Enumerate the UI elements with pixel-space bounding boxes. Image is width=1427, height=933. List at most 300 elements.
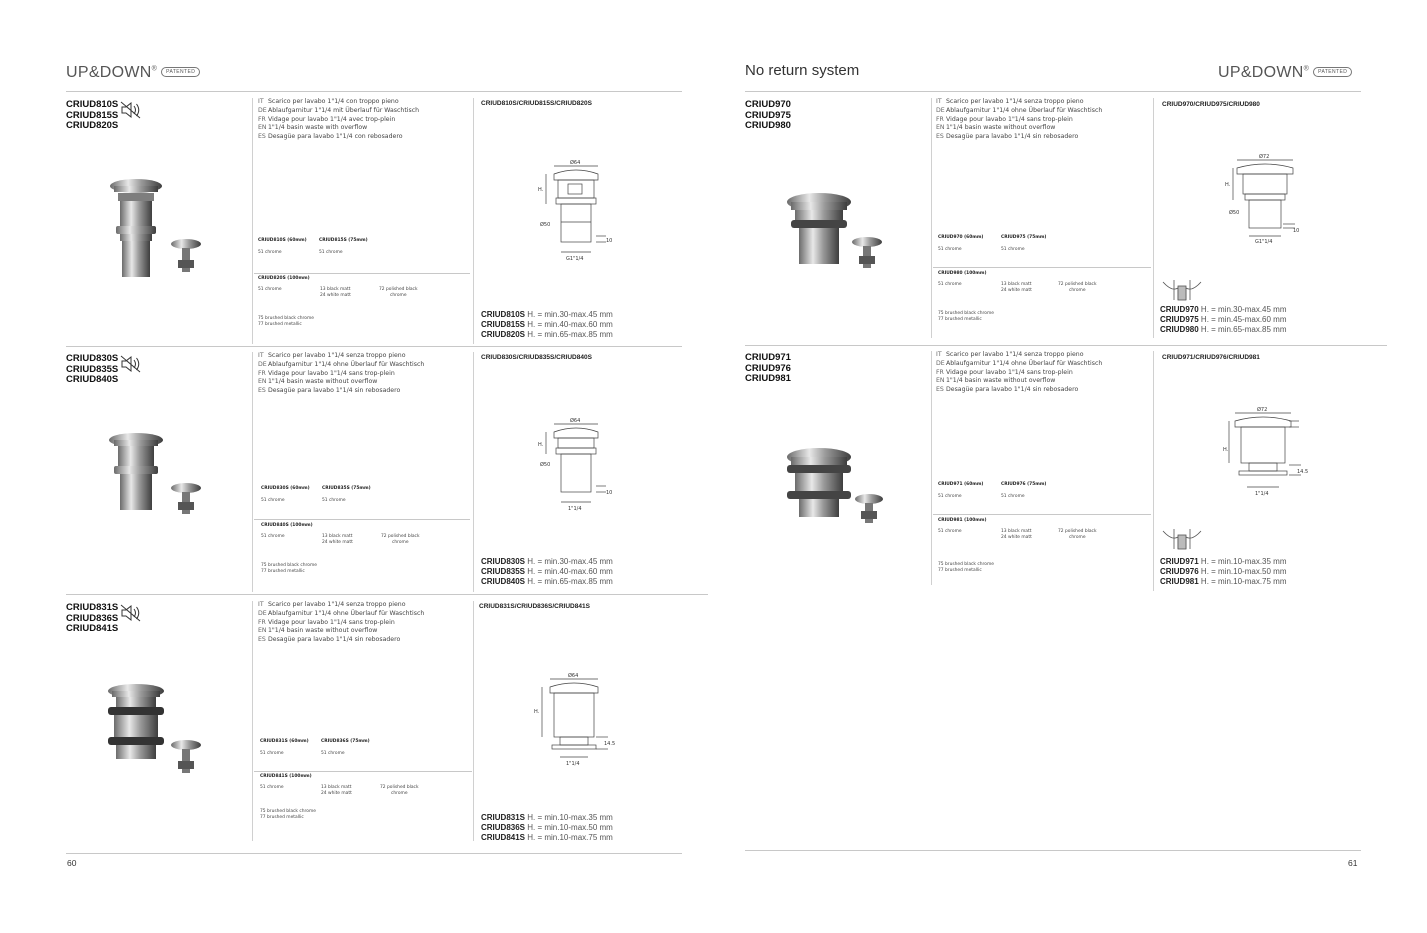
section-rule xyxy=(66,594,708,595)
finish-value: chrome xyxy=(390,791,408,796)
column-divider xyxy=(931,351,932,585)
finish-block-a xyxy=(261,486,310,504)
finish-block-b xyxy=(321,739,370,757)
height-range: H. = min.10-max.50 mm xyxy=(527,823,613,833)
page-number: 60 xyxy=(67,858,77,868)
height-range: H. = min.30-max.45 mm xyxy=(527,557,613,566)
product-photo xyxy=(104,683,201,782)
finish-block-c xyxy=(938,271,1148,331)
finish-rule xyxy=(933,514,1151,515)
height-range: H. = min.10-max.50 mm xyxy=(1200,567,1287,577)
finish-value: 77 brushed metallic xyxy=(938,568,982,573)
column-divider xyxy=(473,98,474,344)
finish-block-a xyxy=(260,739,309,757)
description-text: Desagüe para lavabo 1"1/4 con rebosadero xyxy=(268,133,403,141)
column-divider xyxy=(1153,351,1154,591)
lang-code: EN xyxy=(936,124,945,132)
product-photo xyxy=(785,447,883,531)
registered-mark: ® xyxy=(1303,65,1310,73)
dim-label: H. xyxy=(534,709,540,715)
product-section-970 xyxy=(745,98,1385,344)
description-line xyxy=(936,98,1146,107)
description-text: Ablaufgarnitur 1"1/4 ohne Überlauf für Waschtisch xyxy=(946,359,1103,367)
height-row xyxy=(481,567,613,577)
finish-value: 51 chrome xyxy=(938,494,962,499)
finish-value: 51 chrome xyxy=(260,751,284,756)
column-divider xyxy=(252,98,253,344)
finish-title: CRIUD835S (75mm) xyxy=(322,486,371,491)
product-photo xyxy=(785,192,883,276)
product-codes xyxy=(745,100,791,132)
finish-value: 75 brushed black chrome xyxy=(261,563,317,568)
product-code: CRIUD841S xyxy=(66,623,119,634)
finish-value: 13 black matt xyxy=(1001,282,1032,287)
finish-value: 51 chrome xyxy=(261,498,285,503)
finish-rule xyxy=(254,519,470,520)
height-range: H. = min.40-max.60 mm xyxy=(527,320,613,330)
height-code: CRIUD976 xyxy=(1160,567,1199,577)
technical-drawing xyxy=(536,418,616,522)
product-code: CRIUD835S xyxy=(66,363,119,375)
finish-value: chrome xyxy=(1068,535,1086,540)
column-divider xyxy=(252,352,253,592)
dim-label: Ø64 xyxy=(570,160,581,166)
footer-rule xyxy=(745,850,1361,851)
description-line xyxy=(258,116,468,125)
description-line xyxy=(258,361,468,370)
column-divider xyxy=(1153,98,1154,338)
product-code: CRIUD970 xyxy=(745,99,791,110)
description-text: Desagüe para lavabo 1"1/4 sin rebosadero xyxy=(268,636,401,644)
description-list xyxy=(936,351,1146,395)
description-line xyxy=(258,601,468,610)
registered-mark: ® xyxy=(151,65,158,73)
column-divider xyxy=(252,601,253,841)
height-range: H. = min.65-max.85 mm xyxy=(527,577,613,587)
product-section-971 xyxy=(745,351,1385,597)
height-range: H. = min.10-max.35 mm xyxy=(1200,557,1287,566)
patented-badge: PATENTED xyxy=(1313,67,1352,77)
finish-value: 24 white matt xyxy=(1001,535,1032,540)
description-text: Ablaufgarnitur 1"1/4 ohne Überlauf für Waschtisch xyxy=(268,609,425,617)
dim-label: 10 xyxy=(606,238,613,244)
finish-value: 13 black matt xyxy=(321,785,352,790)
finish-title: CRIUD976 (75mm) xyxy=(1001,482,1047,487)
finish-block-b xyxy=(319,238,368,256)
height-code: CRIUD830S xyxy=(481,557,526,566)
install-diagram-icon xyxy=(1162,527,1202,555)
description-text: 1"1/4 basin waste with overflow xyxy=(268,124,368,132)
description-line xyxy=(936,369,1146,378)
drawing-title: CRIUD970/CRIUD975/CRIUD980 xyxy=(1162,101,1260,108)
dim-label: Ø64 xyxy=(568,673,579,679)
column-divider xyxy=(473,352,474,592)
description-text: Vidage pour lavabo 1"1/4 avec trop-plein xyxy=(268,115,396,123)
finish-value: 51 chrome xyxy=(1001,247,1025,252)
finish-rule xyxy=(933,267,1151,268)
lang-code: ES xyxy=(258,636,266,644)
dim-label: 1"1/4 xyxy=(1255,491,1269,497)
height-list xyxy=(481,557,613,588)
finish-value: 51 chrome xyxy=(938,247,962,252)
description-text: Desagüe para lavabo 1"1/4 sin rebosadero xyxy=(946,133,1079,141)
product-code: CRIUD975 xyxy=(745,109,791,121)
description-text: Vidage pour lavabo 1"1/4 sans trop-plein xyxy=(946,368,1073,376)
finish-value: chrome xyxy=(1068,288,1086,293)
finish-title: CRIUD840S (100mm) xyxy=(261,523,313,528)
description-line xyxy=(258,636,468,645)
technical-drawing xyxy=(536,160,616,274)
technical-drawing xyxy=(1225,154,1305,250)
description-text: Ablaufgarnitur 1"1/4 ohne Überlauf für Waschtisch xyxy=(268,360,425,368)
finish-value: 51 chrome xyxy=(1001,494,1025,499)
description-line xyxy=(258,370,468,379)
lang-code: FR xyxy=(936,115,944,123)
height-row xyxy=(481,813,613,823)
description-line xyxy=(936,360,1146,369)
drawing-title: CRIUD830S/CRIUD835S/CRIUD840S xyxy=(481,354,592,361)
column-divider xyxy=(473,601,474,841)
height-row xyxy=(1160,567,1287,577)
product-code: CRIUD836S xyxy=(66,612,119,624)
finish-value: 13 black matt xyxy=(320,287,351,292)
description-text: Scarico per lavabo 1"1/4 senza troppo pieno xyxy=(268,352,406,359)
dim-label: Ø72 xyxy=(1257,407,1268,413)
finish-value: 51 chrome xyxy=(938,529,962,534)
lang-code: IT xyxy=(258,601,264,608)
dim-label: H. xyxy=(538,187,544,193)
description-line xyxy=(936,116,1146,125)
finish-value: 77 brushed metallic xyxy=(261,569,305,574)
finish-title: CRIUD820S (100mm) xyxy=(258,276,310,281)
product-code: CRIUD840S xyxy=(66,374,119,385)
height-range: H. = min.65-max.85 mm xyxy=(527,330,613,340)
description-line xyxy=(936,377,1146,386)
finish-value: 72 polished black xyxy=(381,534,420,539)
finish-block-b xyxy=(1001,482,1046,500)
finish-rule xyxy=(254,771,472,772)
description-line xyxy=(258,378,468,387)
lang-code: FR xyxy=(258,115,266,123)
page-number: 61 xyxy=(1348,858,1358,868)
height-code: CRIUD980 xyxy=(1160,325,1199,335)
description-text: 1"1/4 basin waste without overflow xyxy=(268,378,378,386)
dim-label: 14.5 xyxy=(604,741,616,747)
silent-icon xyxy=(120,355,142,373)
finish-value: 72 polished black xyxy=(380,785,419,790)
right-brand-title xyxy=(1218,64,1352,82)
description-text: Ablaufgarnitur 1"1/4 mit Überlauf für Waschtisch xyxy=(268,106,420,114)
lang-code: EN xyxy=(258,627,267,635)
product-section-831 xyxy=(66,601,682,847)
header-rule xyxy=(745,91,1361,92)
height-range: H. = min.30-max.45 mm xyxy=(1200,305,1287,314)
height-list xyxy=(1160,305,1287,336)
finish-value: 24 white matt xyxy=(1001,288,1032,293)
section-rule xyxy=(66,346,682,347)
finish-value: 75 brushed black chrome xyxy=(938,311,994,316)
finish-value: 13 black matt xyxy=(322,534,353,539)
finish-value: 77 brushed metallic xyxy=(938,317,982,322)
description-list xyxy=(936,98,1146,142)
description-line xyxy=(258,107,468,116)
finish-value: chrome xyxy=(389,293,407,298)
product-code: CRIUD976 xyxy=(745,362,791,374)
description-text: 1"1/4 basin waste without overflow xyxy=(268,627,378,635)
left-brand-title xyxy=(66,64,200,82)
description-text: Desagüe para lavabo 1"1/4 sin rebosadero xyxy=(946,386,1079,394)
lang-code: DE xyxy=(936,359,945,367)
finish-title: CRIUD830S (60mm) xyxy=(261,486,310,491)
dim-label: H. xyxy=(538,442,544,448)
height-row xyxy=(1160,315,1287,325)
dim-label: G1"1/4 xyxy=(566,256,584,262)
description-line xyxy=(936,386,1146,395)
finish-value: 72 polished black xyxy=(1058,529,1097,534)
lang-code: IT xyxy=(936,98,942,105)
lang-code: FR xyxy=(936,368,944,376)
finish-title: CRIUD981 (100mm) xyxy=(938,518,987,523)
finish-value: 72 polished black xyxy=(379,287,418,292)
finish-rule xyxy=(254,273,470,274)
product-code: CRIUD831S xyxy=(66,602,119,613)
height-row xyxy=(481,310,613,320)
finish-value: 51 chrome xyxy=(319,250,343,255)
height-row xyxy=(481,577,613,587)
height-range: H. = min.10-max.75 mm xyxy=(527,833,613,843)
height-range: H. = min.10-max.35 mm xyxy=(527,813,613,822)
finish-block-b xyxy=(1001,235,1046,253)
dim-label: 10 xyxy=(606,490,613,496)
height-row xyxy=(481,320,613,330)
silent-icon xyxy=(120,604,142,622)
description-text: Scarico per lavabo 1"1/4 con troppo pieno xyxy=(268,98,399,105)
height-row xyxy=(481,833,613,843)
footer-rule xyxy=(66,853,682,854)
description-text: 1"1/4 basin waste without overflow xyxy=(946,124,1056,132)
header-rule xyxy=(66,91,682,92)
height-code: CRIUD810S xyxy=(481,310,526,319)
finish-block-c xyxy=(938,518,1148,578)
height-row xyxy=(481,557,613,567)
finish-block-b xyxy=(322,486,371,504)
height-range: H. = min.45-max.60 mm xyxy=(1200,315,1287,325)
description-line xyxy=(258,387,468,396)
height-code: CRIUD815S xyxy=(481,320,526,330)
dim-label: 10 xyxy=(1293,228,1300,234)
finish-value: 75 brushed black chrome xyxy=(258,316,314,321)
dim-label: 14.5 xyxy=(1297,469,1309,475)
description-line xyxy=(258,124,468,133)
finish-value: 24 white matt xyxy=(321,791,352,796)
height-code: CRIUD831S xyxy=(481,813,526,822)
finish-value: 51 chrome xyxy=(258,287,282,292)
finish-value: chrome xyxy=(391,540,409,545)
finish-block-c xyxy=(261,523,471,583)
height-code: CRIUD981 xyxy=(1160,577,1199,587)
product-code: CRIUD830S xyxy=(66,353,119,364)
finish-value: 13 black matt xyxy=(1001,529,1032,534)
product-code: CRIUD810S xyxy=(66,99,119,110)
brand-name: UP&DOWN xyxy=(1218,64,1304,81)
product-photo xyxy=(106,178,201,287)
description-text: Vidage pour lavabo 1"1/4 sans trop-plein xyxy=(268,618,395,626)
lang-code: FR xyxy=(258,618,266,626)
finish-block-c xyxy=(258,276,468,336)
product-section-810 xyxy=(66,98,682,344)
dim-label: H. xyxy=(1225,182,1231,188)
height-code: CRIUD835S xyxy=(481,567,526,577)
height-list xyxy=(1160,557,1287,588)
product-codes xyxy=(745,353,791,385)
finish-value: 51 chrome xyxy=(322,498,346,503)
dim-label: 1"1/4 xyxy=(568,506,582,512)
height-code: CRIUD841S xyxy=(481,833,526,843)
description-line xyxy=(258,352,468,361)
lang-code: DE xyxy=(258,360,267,368)
finish-value: 77 brushed metallic xyxy=(260,815,304,820)
finish-value: 51 chrome xyxy=(261,534,285,539)
height-code: CRIUD820S xyxy=(481,330,526,340)
product-codes xyxy=(66,100,118,132)
description-list xyxy=(258,98,468,142)
page-title: No return system xyxy=(745,62,860,79)
height-code: CRIUD840S xyxy=(481,577,526,587)
height-row xyxy=(1160,325,1287,335)
height-range: H. = min.40-max.60 mm xyxy=(527,567,613,577)
lang-code: DE xyxy=(936,106,945,114)
height-list xyxy=(481,813,613,844)
product-codes xyxy=(66,354,118,386)
height-code: CRIUD975 xyxy=(1160,315,1199,325)
dim-label: H. xyxy=(1223,447,1229,453)
dim-label: G1"1/4 xyxy=(1255,239,1273,245)
description-text: 1"1/4 basin waste without overflow xyxy=(946,377,1056,385)
lang-code: ES xyxy=(936,386,944,394)
finish-value: 51 chrome xyxy=(321,751,345,756)
lang-code: ES xyxy=(258,133,266,141)
description-line xyxy=(258,133,468,142)
description-text: Scarico per lavabo 1"1/4 senza troppo pieno xyxy=(946,351,1084,358)
description-line xyxy=(258,610,468,619)
height-range: H. = min.65-max.85 mm xyxy=(1200,325,1287,335)
install-diagram-icon xyxy=(1162,278,1202,306)
finish-value: 75 brushed black chrome xyxy=(938,562,994,567)
finish-block-a xyxy=(938,235,983,253)
description-text: Scarico per lavabo 1"1/4 senza troppo pieno xyxy=(268,601,406,608)
description-line xyxy=(936,133,1146,142)
section-rule xyxy=(745,345,1387,346)
description-line xyxy=(258,619,468,628)
height-row xyxy=(1160,557,1287,567)
description-line xyxy=(258,98,468,107)
height-row xyxy=(1160,577,1287,587)
height-range: H. = min.30-max.45 mm xyxy=(527,310,613,319)
finish-title: CRIUD831S (60mm) xyxy=(260,739,309,744)
description-text: Vidage pour lavabo 1"1/4 sans trop-plein xyxy=(268,369,395,377)
technical-drawing xyxy=(1223,407,1313,503)
product-codes xyxy=(66,603,118,635)
finish-title: CRIUD975 (75mm) xyxy=(1001,235,1047,240)
description-line xyxy=(936,124,1146,133)
lang-code: EN xyxy=(936,377,945,385)
finish-block-a xyxy=(938,482,983,500)
lang-code: EN xyxy=(258,378,267,386)
height-row xyxy=(481,330,613,340)
height-row xyxy=(1160,305,1287,315)
finish-title: CRIUD971 (60mm) xyxy=(938,482,984,487)
finish-title: CRIUD836S (75mm) xyxy=(321,739,370,744)
description-list xyxy=(258,352,468,396)
description-text: Scarico per lavabo 1"1/4 senza troppo pieno xyxy=(946,98,1084,105)
product-code: CRIUD980 xyxy=(745,120,791,131)
product-code: CRIUD815S xyxy=(66,109,119,121)
drawing-title: CRIUD971/CRIUD976/CRIUD981 xyxy=(1162,354,1260,361)
height-code: CRIUD970 xyxy=(1160,305,1199,314)
finish-value: 51 chrome xyxy=(938,282,962,287)
finish-value: 51 chrome xyxy=(258,250,282,255)
dim-label: Ø50 xyxy=(540,462,551,468)
lang-code: ES xyxy=(936,133,944,141)
lang-code: IT xyxy=(936,351,942,358)
lang-code: DE xyxy=(258,106,267,114)
lang-code: DE xyxy=(258,609,267,617)
finish-title: CRIUD970 (60mm) xyxy=(938,235,984,240)
finish-value: 24 white matt xyxy=(322,540,353,545)
product-code: CRIUD820S xyxy=(66,120,119,131)
dim-label: Ø50 xyxy=(1229,210,1240,216)
height-code: CRIUD836S xyxy=(481,823,526,833)
finish-title: CRIUD815S (75mm) xyxy=(319,238,368,243)
drawing-title: CRIUD831S/CRIUD836S/CRIUD841S xyxy=(479,603,590,610)
product-code: CRIUD981 xyxy=(745,373,791,384)
description-line xyxy=(936,107,1146,116)
lang-code: IT xyxy=(258,352,264,359)
description-text: Vidage pour lavabo 1"1/4 sans trop-plein xyxy=(946,115,1073,123)
finish-block-a xyxy=(258,238,307,256)
product-section-830 xyxy=(66,352,682,592)
finish-title: CRIUD841S (100mm) xyxy=(260,774,312,779)
product-code: CRIUD971 xyxy=(745,352,791,363)
dim-label: Ø64 xyxy=(570,418,581,424)
description-list xyxy=(258,601,468,645)
column-divider xyxy=(931,98,932,338)
height-code: CRIUD971 xyxy=(1160,557,1199,566)
finish-value: 75 brushed black chrome xyxy=(260,809,316,814)
patented-badge: PATENTED xyxy=(161,67,200,77)
dim-label: Ø50 xyxy=(540,222,551,228)
dim-label: Ø72 xyxy=(1259,154,1270,160)
lang-code: EN xyxy=(258,124,267,132)
drawing-title: CRIUD810S/CRIUD815S/CRIUD820S xyxy=(481,100,592,107)
description-line xyxy=(258,627,468,636)
description-text: Desagüe para lavabo 1"1/4 sin rebosadero xyxy=(268,387,401,395)
height-row xyxy=(481,823,613,833)
finish-block-c xyxy=(260,774,470,834)
product-photo xyxy=(106,432,201,526)
brand-name: UP&DOWN xyxy=(66,64,152,81)
lang-code: IT xyxy=(258,98,264,105)
finish-title: CRIUD980 (100mm) xyxy=(938,271,987,276)
height-list xyxy=(481,310,613,341)
description-text: Ablaufgarnitur 1"1/4 ohne Überlauf für Waschtisch xyxy=(946,106,1103,114)
finish-value: 77 brushed metallic xyxy=(258,322,302,327)
technical-drawing xyxy=(534,673,624,777)
height-range: H. = min.10-max.75 mm xyxy=(1200,577,1287,587)
finish-title: CRIUD810S (60mm) xyxy=(258,238,307,243)
lang-code: ES xyxy=(258,387,266,395)
dim-label: 1"1/4 xyxy=(566,761,580,767)
